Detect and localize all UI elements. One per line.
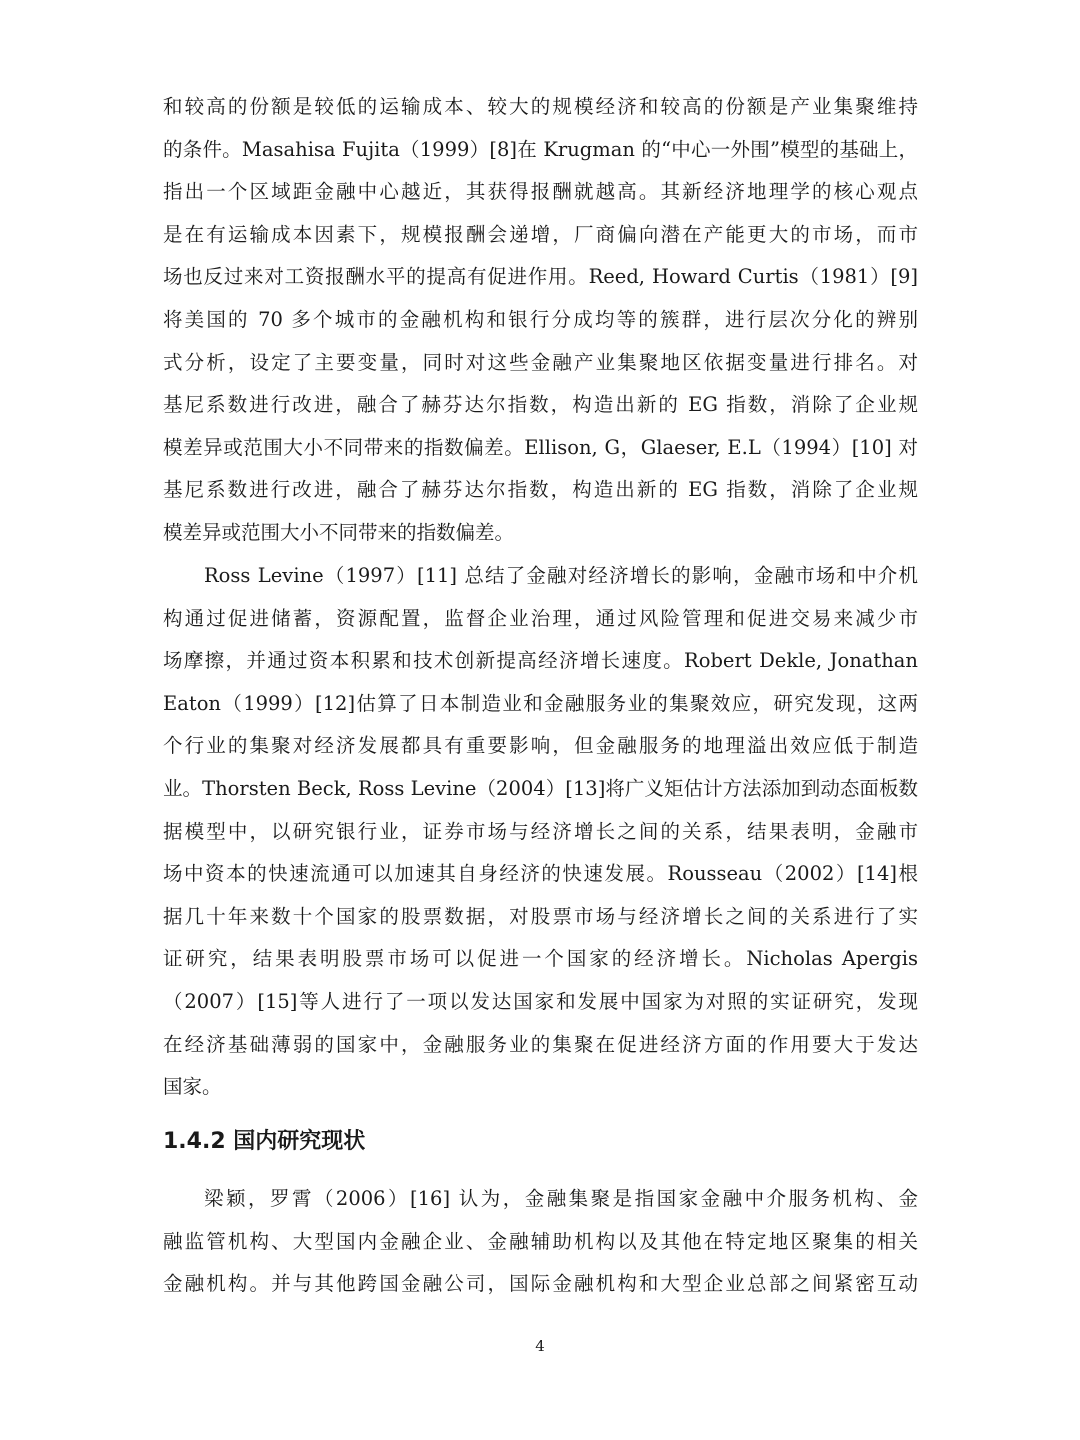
- paragraph-1: [163, 86, 918, 555]
- paragraph-line: 证研究，结果表明股票市场可以促进一个国家的经济增长。Nicholas Apergis: [163, 947, 918, 971]
- paragraph-3: [163, 1178, 918, 1306]
- section-heading: 1.4.2 国内研究现状: [163, 1129, 366, 1154]
- paragraph-line: 场摩擦，并通过资本积累和技术创新提高经济增长速度。Robert Dekle, Jonathan: [163, 649, 918, 673]
- paragraph-line: 构通过促进储蓄，资源配置，监督企业治理，通过风险管理和促进交易来减少市: [163, 606, 918, 630]
- paragraph-line: 梁颖，罗霄（2006）[16] 认为，金融集聚是指国家金融中介服务机构、金: [204, 1187, 918, 1210]
- paragraph-line: 据模型中，以研究银行业，证券市场与经济增长之间的关系，结果表明，金融市: [163, 819, 918, 843]
- paragraph-line: 个行业的集聚对经济发展都具有重要影响，但金融服务的地理溢出效应低于制造: [163, 734, 918, 758]
- paragraph-line: Eaton（1999）[12]估算了日本制造业和金融服务业的集聚效应，研究发现，这两: [163, 691, 918, 715]
- paragraph-line: 业。Thorsten Beck, Ross Levine（2004）[13]将广义矩估计方法添加到动态面板数: [163, 776, 918, 800]
- paragraph-line: Ross Levine（1997）[11] 总结了金融对经济增长的影响，金融市场和中介机: [204, 564, 918, 587]
- paragraph-line: 据几十年来数十个国家的股票数据，对股票市场与经济增长之间的关系进行了实: [163, 904, 918, 928]
- paragraph-line: 基尼系数进行改进，融合了赫芬达尔指数，构造出新的 EG 指数，消除了企业规: [163, 478, 918, 502]
- paragraph-line: 的条件。Masahisa Fujita（1999）[8]在 Krugman 的“中心一外围”模型的基础上，: [163, 137, 918, 161]
- page-number: 4: [535, 1337, 545, 1355]
- paragraph-line: （2007）[15]等人进行了一项以发达国家和发展中国家为对照的实证研究，发现: [163, 989, 918, 1013]
- paragraph-line: 国家。: [163, 1075, 222, 1099]
- paragraph-line: 金融机构。并与其他跨国金融公司，国际金融机构和大型企业总部之间紧密互动: [163, 1272, 918, 1296]
- paragraph-line: 是在有运输成本因素下，规模报酬会递增，厂商偏向潜在产能更大的市场，而市: [163, 222, 918, 246]
- paragraph-line: 和较高的份额是较低的运输成本、较大的规模经济和较高的份额是产业集聚维持: [163, 95, 918, 118]
- paragraph-line: 模差异或范围大小不同带来的指数偏差。: [163, 520, 515, 544]
- paragraph-line: 指出一个区域距金融中心越近，其获得报酬就越高。其新经济地理学的核心观点: [163, 180, 918, 204]
- paragraph-line: 模差异或范围大小不同带来的指数偏差。Ellison, G，Glaeser, E.L（1994）[10] 对: [163, 435, 918, 459]
- paragraph-2: [163, 555, 918, 1109]
- paragraph-line: 在经济基础薄弱的国家中，金融服务业的集聚在促进经济方面的作用要大于发达: [163, 1032, 918, 1056]
- paragraph-line: 场也反过来对工资报酬水平的提高有促进作用。Reed, Howard Curtis（1981）[9]: [163, 265, 918, 289]
- paragraph-line: 式分析，设定了主要变量，同时对这些金融产业集聚地区依据变量进行排名。对: [163, 350, 918, 374]
- paragraph-line: 场中资本的快速流通可以加速其自身经济的快速发展。Rousseau（2002）[14]根: [163, 862, 918, 886]
- paragraph-line: 融监管机构、大型国内金融企业、金融辅助机构以及其他在特定地区聚集的相关: [163, 1229, 918, 1253]
- paragraph-line: 将美国的 70 多个城市的金融机构和银行分成均等的簇群，进行层次分化的辨别: [163, 307, 918, 331]
- paragraph-line: 基尼系数进行改进，融合了赫芬达尔指数，构造出新的 EG 指数，消除了企业规: [163, 393, 918, 417]
